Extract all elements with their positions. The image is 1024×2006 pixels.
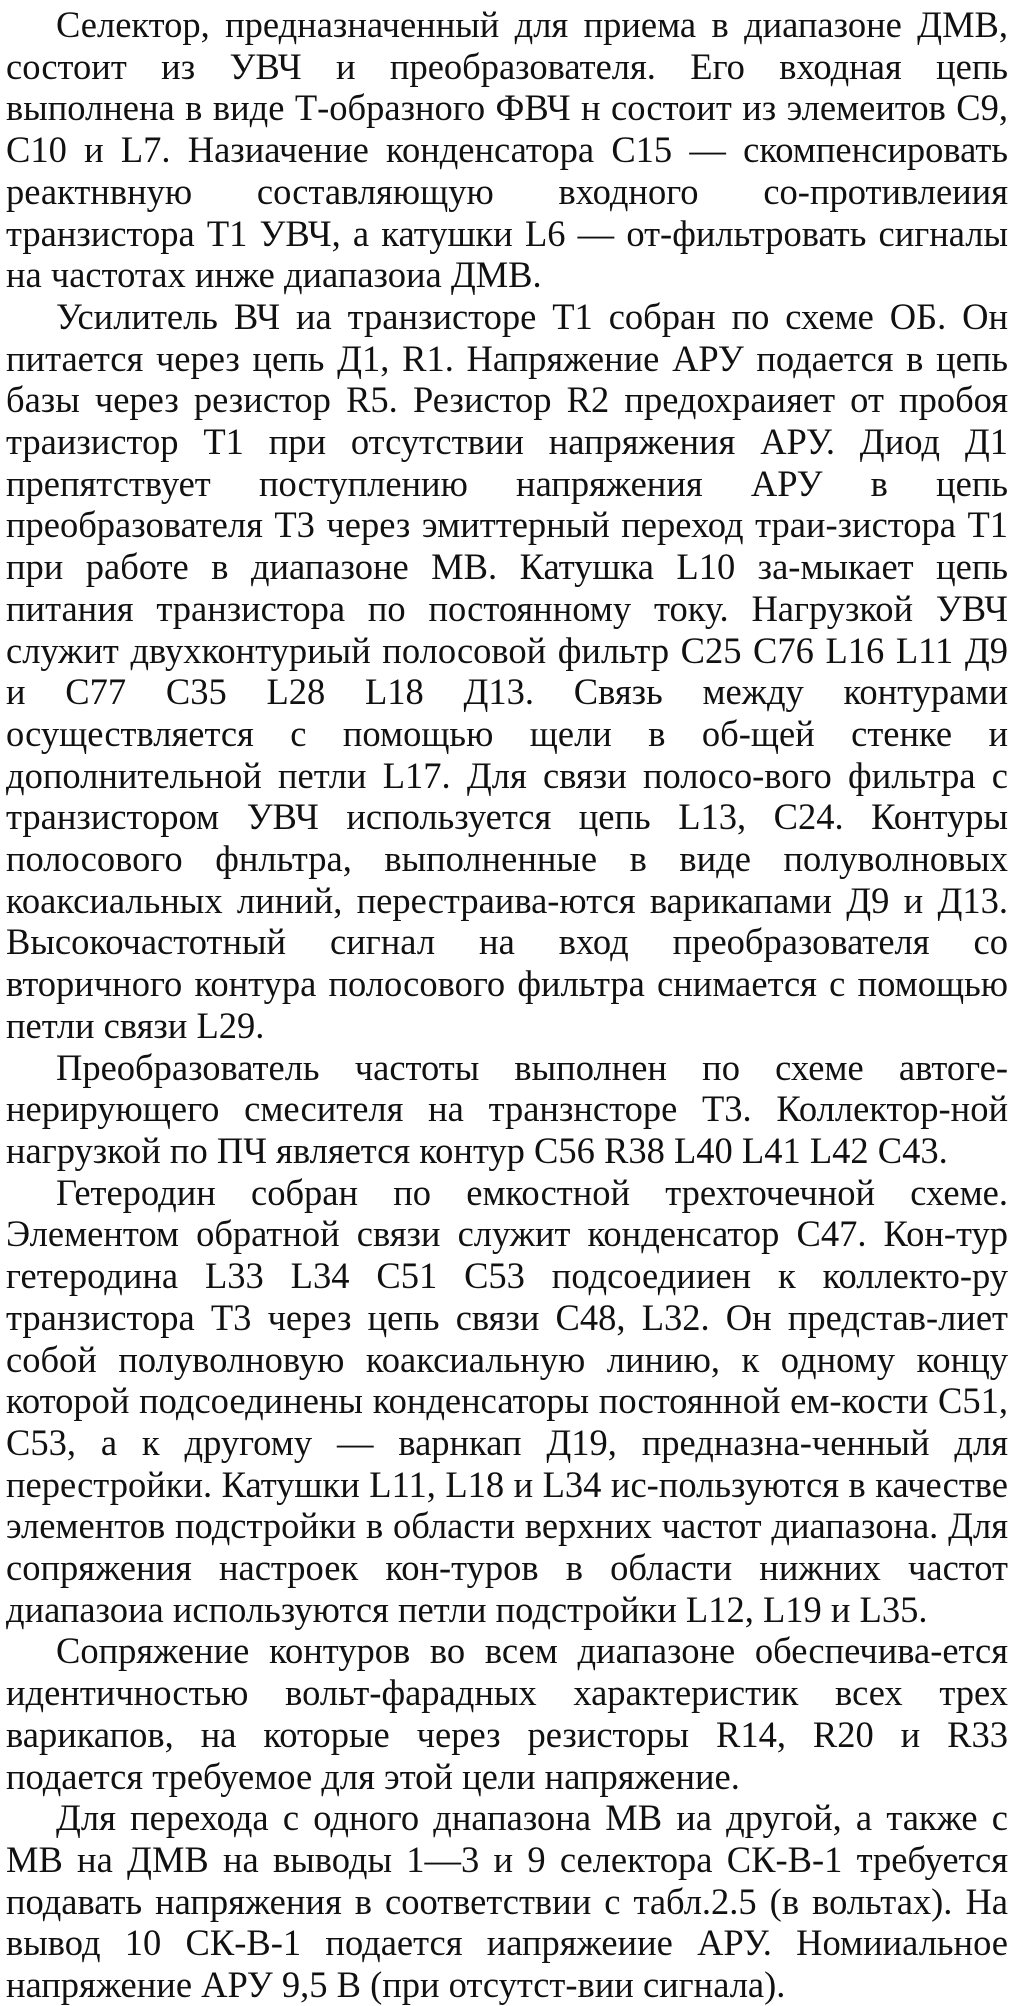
paragraph-band-switching: Для перехода с одного днапазона МВ иа другой, а также с МВ на ДМВ на выводы 1—3 и 9 селектора СК-В-1 требуется подавать напряжения в соответствии с табл.2.5 (в вольтах). На вывод 10 СК-В-1 подается иапряжеиие АРУ. Номииальное напряжение АРУ 9,5 В (при отсутст-вии сигнала). [6,1797,1008,2006]
paragraph-rf-amplifier: Усилитель ВЧ иа транзисторе T1 собран по схеме ОБ. Он питается через цепь Д1, R1. Напряжение АРУ подается в цепь базы через резистор R5. Резистор R2 предохраияет от пробоя траизистор T1 при отсутствии напряжения АРУ. Диод Д1 препятствует поступлению напряжения АРУ в цепь преобразователя T3 через эмиттерный переход траи-зистора T1 при работе в диапазоне МВ. Катушка L10 за-мыкает цепь питания транзистора по постоянному току. Нагрузкой УВЧ служит двухконтуриый полосовой фильтр C25 C76 L16 L11 Д9 и C77 C35 L28 L18 Д13. Связь между контурами осуществляется с помощью щели в об-щей стенке и дополнительной петли L17. Для связи полосо-вого фильтра с транзистором УВЧ используется цепь L13, C24. Контуры полосового фнльтра, выполненные в виде полуволновых коаксиальных линий, перестраива-ются варикапами Д9 и Д13. Высокочастотный сигнал на вход преобразователя со вторичного контура полосового фильтра снимается с помощью петли связи L29. [6,295,1008,1046]
paragraph-circuit-tracking: Сопряжение контуров во всем диапазоне обеспечива-ется идентичностью вольт-фарадных характеристик всех трех варикапов, на которые через резисторы R14, R20 и R33 подается требуемое для этой цели напряжение. [6,1630,1008,1797]
paragraph-local-oscillator: Гетеродин собран по емкостной трехточечной схеме. Элементом обратной связи служит конденсатор C47. Кон-тур гетеродина L33 L34 C51 C53 подсоедииен к коллекто-ру транзистора T3 через цепь связи C48, L32. Он представ-лиет собой полуволновую коаксиальную линию, к одному концу которой подсоединены конденсаторы постоянной ем-кости C51, C53, а к другому — варнкап Д19, предназна-ченный для перестройки. Катушки L11, L18 и L34 ис-пользуются в качестве элементов подстройки в области верхних частот диапазона. Для сопряжения настроек кон-туров в области нижних частот диапазоиа используются петли подстройки L12, L19 и L35. [6,1171,1008,1630]
paragraph-frequency-converter: Преобразователь частоты выполнен по схеме автоге-нерирующего смесителя на транзнсторе T3. Коллектор-ной нагрузкой по ПЧ является контур C56 R38 L40 L41 L42 C43. [6,1046,1008,1171]
paragraph-uhf-selector-intro: Селектор, предназначенный для приема в диапазоне ДМВ, состоит из УВЧ и преобразователя. Его входная цепь выполнена в виде Т-образного ФВЧ н состоит из элемеитов C9, C10 и L7. Назиачение конденсатора C15 — скомпенсировать реактнвную составляющую входного со-противлеиия транзистора T1 УВЧ, а катушки L6 — от-фильтровать сигналы на частотах инже диапазоиа ДМВ. [6,4,1008,296]
